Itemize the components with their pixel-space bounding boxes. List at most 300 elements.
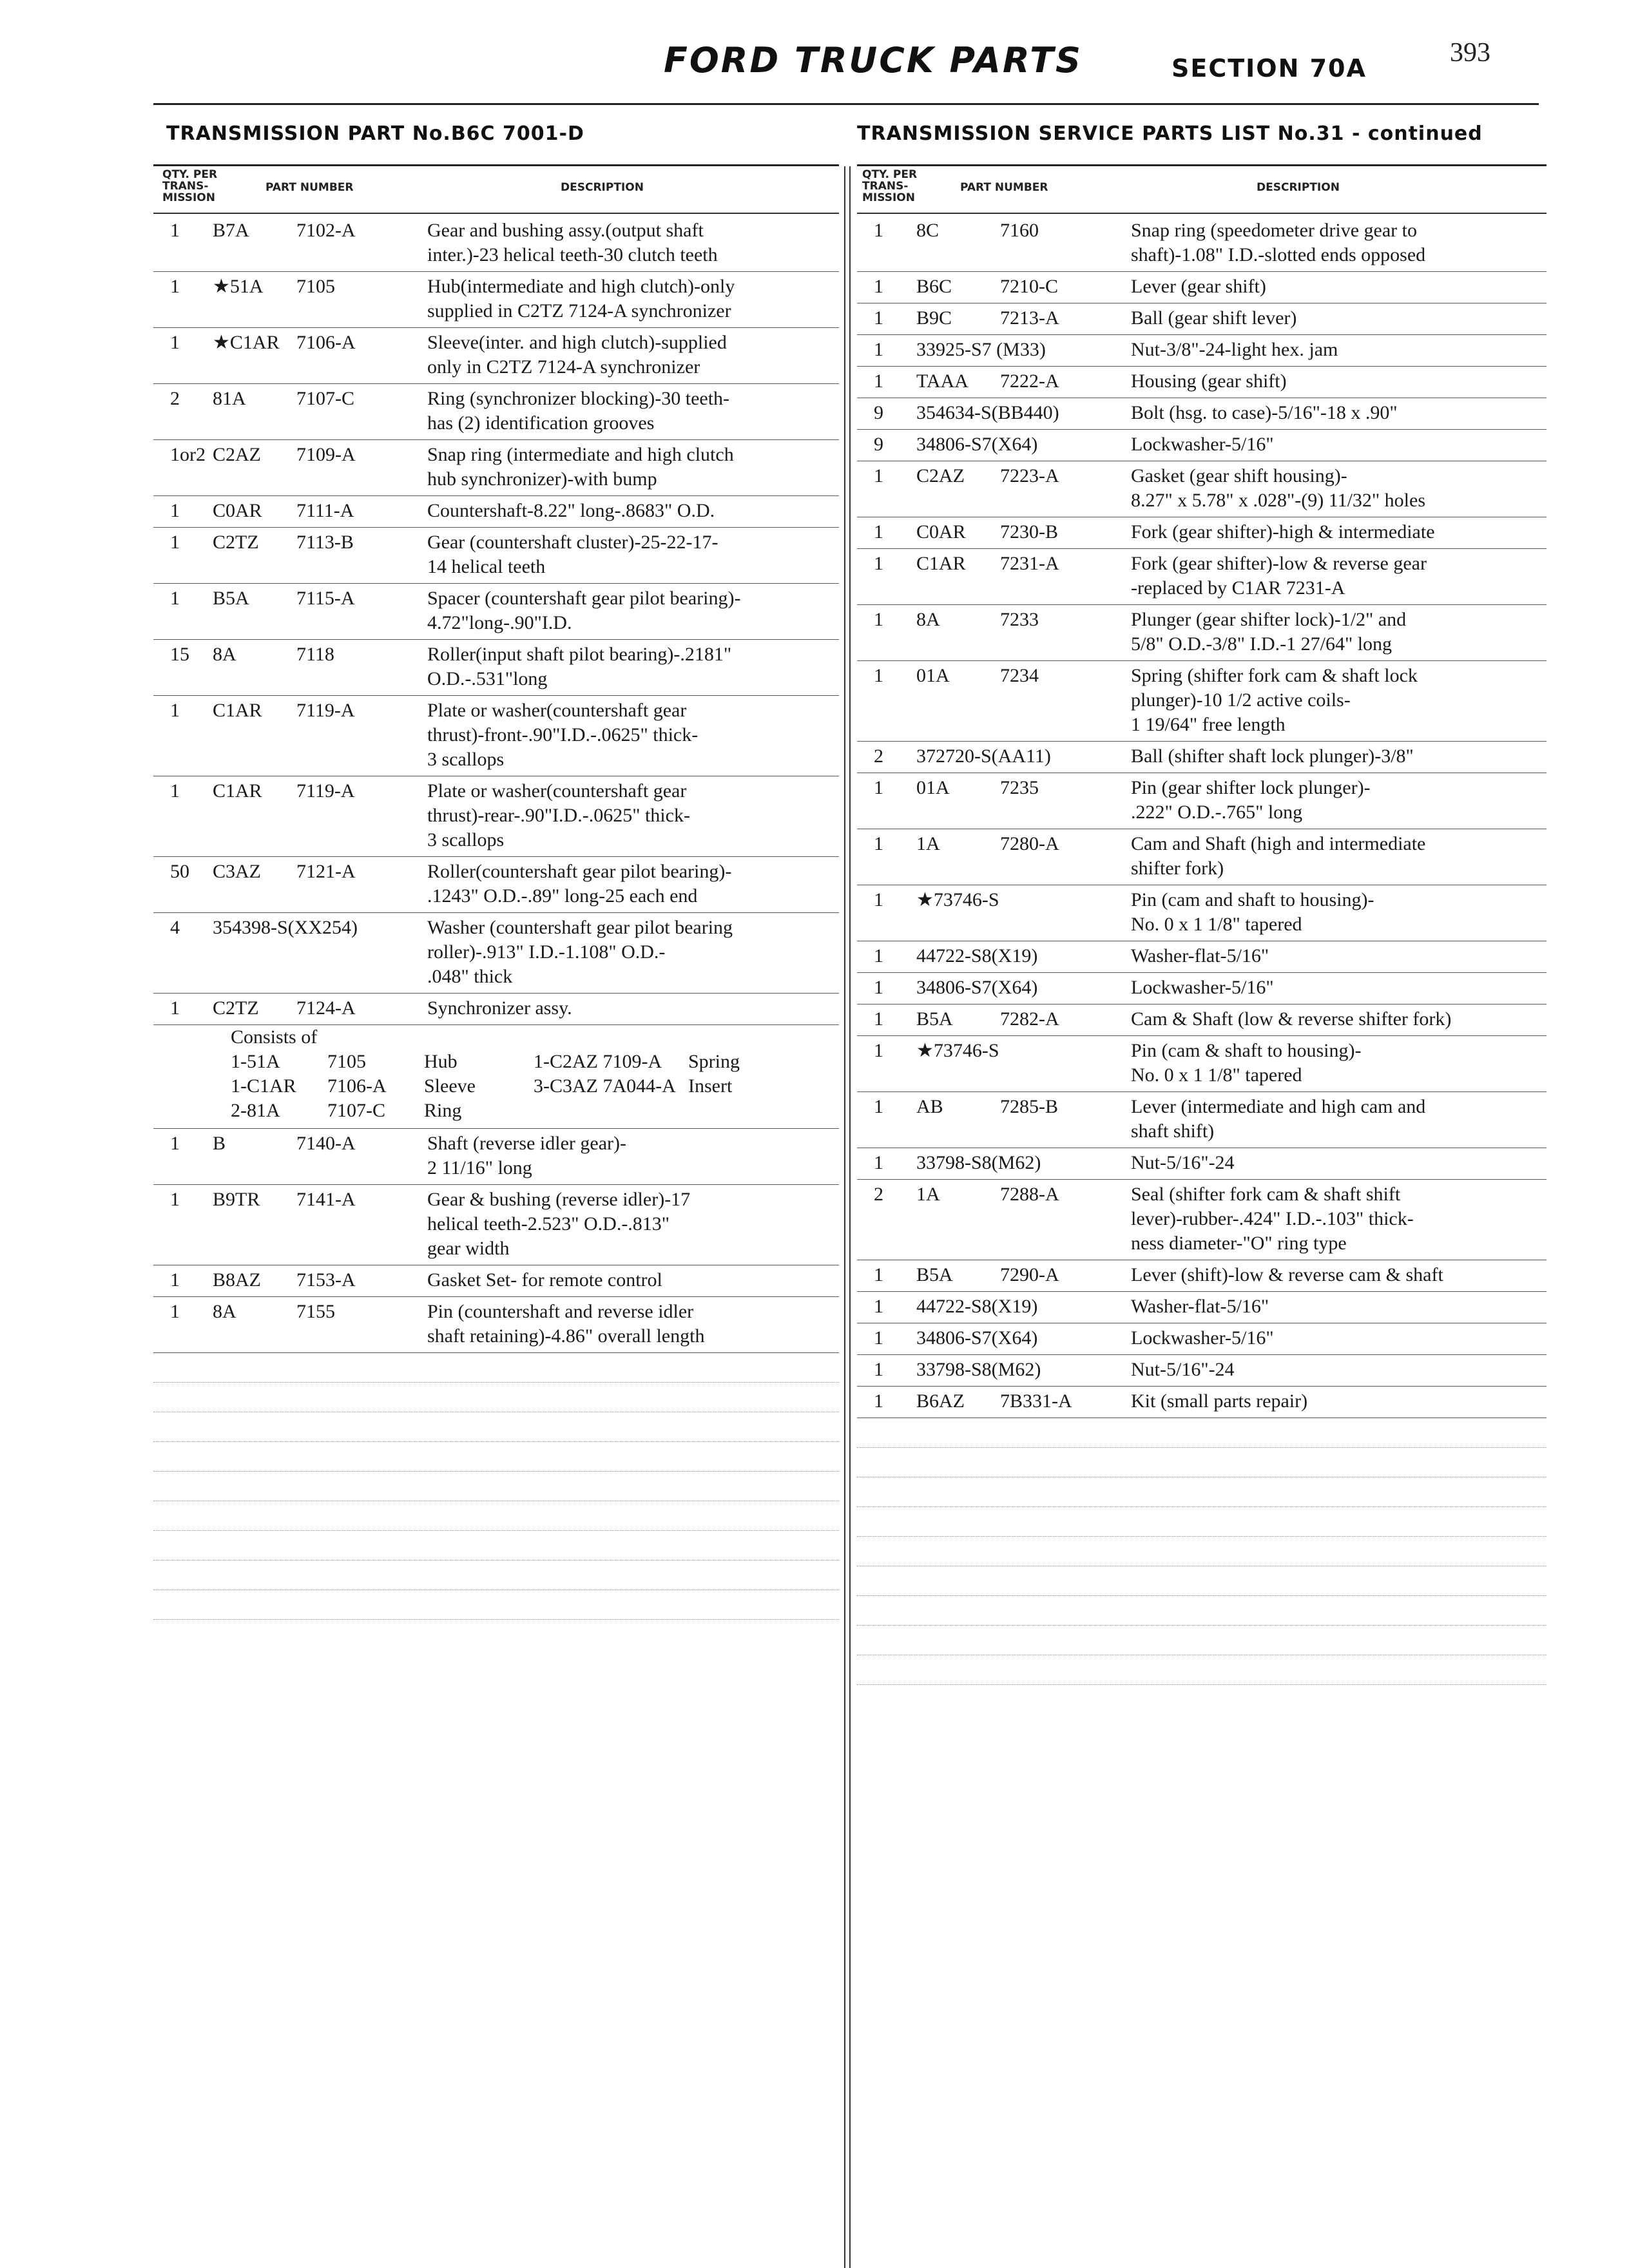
qty-cell: 1 (170, 1269, 180, 1291)
description-cell (427, 916, 839, 989)
section-label: SECTION 70A (1171, 54, 1367, 82)
blank-ruled-line (153, 1442, 839, 1472)
part-prefix-cell: C1AR (916, 553, 966, 574)
consists-cell: 3-C3AZ 7A044-A (534, 1075, 676, 1097)
qty-cell: 1 (874, 833, 883, 854)
description-line: Shaft (reverse idler gear)- (427, 1133, 626, 1154)
qty-cell: 1 (874, 553, 883, 574)
description-line: Lockwasher-5/16" (1131, 1327, 1274, 1349)
part-number-cell: 7102-A (296, 220, 356, 241)
part-prefix-cell: 8C (916, 220, 940, 241)
part-prefix-cell: C0AR (213, 500, 262, 521)
part-number-cell: 7160 (1000, 220, 1039, 241)
description-line: Pin (countershaft and reverse idler (427, 1301, 694, 1322)
table-row (153, 857, 839, 913)
description-line: Gasket Set- for remote control (427, 1269, 662, 1291)
qty-cell: 1 (170, 500, 180, 521)
qty-cell: 1 (170, 332, 180, 353)
table-row (153, 328, 839, 384)
description-line: Washer-flat-5/16" (1131, 1296, 1269, 1317)
part-prefix-cell: 1A (916, 833, 940, 854)
description-line: Snap ring (intermediate and high clutch (427, 444, 734, 465)
qty-cell: 1 (170, 1301, 180, 1322)
part-number-cell: 7121-A (296, 861, 356, 882)
table-row (857, 367, 1547, 398)
part-number-cell: 7231-A (1000, 553, 1059, 574)
description-line: ness diameter-"O" ring type (1131, 1233, 1347, 1254)
description-line: Spacer (countershaft gear pilot bearing)- (427, 588, 741, 609)
qty-cell: 1 (874, 1296, 883, 1317)
description-line: Cam and Shaft (high and intermediate (1131, 833, 1426, 854)
consists-cell: 2-81A (231, 1100, 280, 1121)
consists-cell: 7105 (327, 1051, 366, 1072)
part-number-cell: 7107-C (296, 388, 354, 409)
description-line: Pin (cam and shaft to housing)- (1131, 889, 1374, 910)
part-number-cell: ★73746-S (916, 889, 999, 910)
description-line: No. 0 x 1 1/8" tapered (1131, 914, 1302, 935)
consists-cell: 7106-A (327, 1075, 387, 1097)
description-cell (1131, 1151, 1547, 1175)
part-number-cell: 7223-A (1000, 465, 1059, 486)
table-row (857, 461, 1547, 517)
description-line: Hub(intermediate and high clutch)-only (427, 276, 735, 297)
description-line: 14 helical teeth (427, 556, 546, 577)
description-line: thrust)-front-.90"I.D.-.0625" thick- (427, 724, 699, 745)
qty-cell: 1 (874, 889, 883, 910)
part-prefix-cell: C1AR (213, 780, 262, 802)
qty-cell: 15 (170, 644, 189, 665)
right-col-qty-header: QTY. PER TRANS- MISSION (862, 168, 918, 204)
description-line: helical teeth-2.523" O.D.-.813" (427, 1213, 670, 1235)
blank-ruled-line (857, 1566, 1547, 1596)
description-cell (1131, 975, 1547, 1000)
table-row (857, 1260, 1547, 1292)
part-number-cell: 7124-A (296, 997, 356, 1019)
description-line: Nut-5/16"-24 (1131, 1152, 1235, 1173)
description-cell (1131, 464, 1547, 513)
description-line: Bolt (hsg. to case)-5/16"-18 x .90" (1131, 402, 1398, 423)
table-row (857, 605, 1547, 661)
part-prefix-cell: C1AR (213, 700, 262, 721)
table-row (857, 549, 1547, 605)
left-table-title: TRANSMISSION PART No.B6C 7001-D (166, 122, 584, 145)
qty-cell: 50 (170, 861, 189, 882)
description-line: Nut-5/16"-24 (1131, 1359, 1235, 1380)
table-row (153, 496, 839, 528)
right-col-desc-header: DESCRIPTION (1257, 181, 1340, 194)
description-line: supplied in C2TZ 7124-A synchronizer (427, 300, 731, 322)
description-line: shaft retaining)-4.86" overall length (427, 1325, 705, 1347)
description-line: Countershaft-8.22" long-.8683" O.D. (427, 500, 715, 521)
description-line: shifter fork) (1131, 858, 1224, 879)
part-prefix-cell: ★51A (213, 276, 264, 297)
blank-ruled-line (153, 1501, 839, 1531)
description-cell (427, 218, 839, 267)
description-line: Housing (gear shift) (1131, 370, 1287, 392)
qty-cell: 1 (874, 370, 883, 392)
page-number: 393 (1450, 38, 1490, 68)
description-cell (1131, 218, 1547, 267)
consists-cell: 1-51A (231, 1051, 280, 1072)
description-cell (427, 387, 839, 436)
part-number-cell: 34806-S7(X64) (916, 977, 1038, 998)
table-row (857, 303, 1547, 335)
qty-cell: 1or2 (170, 444, 206, 465)
part-prefix-cell: TAAA (916, 370, 969, 392)
table-row (857, 973, 1547, 1004)
description-line: Snap ring (speedometer drive gear to (1131, 220, 1418, 241)
description-line: has (2) identification grooves (427, 412, 655, 434)
table-row (153, 440, 839, 496)
description-line: Lever (intermediate and high cam and (1131, 1096, 1426, 1117)
consists-cell: Hub (424, 1051, 458, 1072)
left-col-qty-header: QTY. PER TRANS- MISSION (162, 168, 218, 204)
qty-cell: 1 (874, 220, 883, 241)
part-number-cell: 7113-B (296, 532, 354, 553)
qty-cell: 1 (874, 665, 883, 686)
part-number-cell: 33798-S8(M62) (916, 1152, 1041, 1173)
description-cell (427, 698, 839, 772)
qty-cell: 1 (170, 780, 180, 802)
description-cell (1131, 1263, 1547, 1287)
qty-cell: 9 (874, 434, 883, 455)
description-line: Pin (gear shifter lock plunger)- (1131, 777, 1371, 798)
consists-cell: Sleeve (424, 1075, 476, 1097)
part-number-cell: 7290-A (1000, 1264, 1059, 1285)
description-cell (1131, 944, 1547, 968)
consists-of-block (153, 1025, 839, 1129)
part-prefix-cell: 1A (916, 1184, 940, 1205)
description-line: -replaced by C1AR 7231-A (1131, 577, 1345, 599)
table-row (857, 335, 1547, 367)
part-prefix-cell: ★C1AR (213, 332, 280, 353)
description-line: plunger)-10 1/2 active coils- (1131, 689, 1351, 711)
table-row (857, 773, 1547, 829)
description-line: Nut-3/8"-24-light hex. jam (1131, 339, 1338, 360)
consists-cell: Spring (688, 1051, 740, 1072)
table-row (153, 1297, 839, 1353)
description-line: Roller(countershaft gear pilot bearing)- (427, 861, 732, 882)
blank-ruled-line (153, 1412, 839, 1442)
part-number-cell: 7140-A (296, 1133, 356, 1154)
description-cell (427, 443, 839, 492)
part-prefix-cell: B6AZ (916, 1390, 965, 1412)
description-cell (1131, 888, 1547, 937)
blank-ruled-line (857, 1655, 1547, 1685)
blank-ruled-line (857, 1507, 1547, 1537)
part-number-cell: 354634-S(BB440) (916, 402, 1059, 423)
part-number-cell: 7119-A (296, 780, 355, 802)
description-cell (1131, 1095, 1547, 1144)
part-prefix-cell: B9TR (213, 1189, 260, 1210)
part-number-cell: 44722-S8(X19) (916, 945, 1038, 966)
description-cell (1131, 832, 1547, 881)
description-cell (1131, 744, 1547, 769)
table-row (153, 1265, 839, 1297)
table-row (857, 1092, 1547, 1148)
qty-cell: 1 (874, 1390, 883, 1412)
description-line: roller)-.913" I.D.-1.108" O.D.- (427, 941, 666, 963)
qty-cell: 1 (874, 977, 883, 998)
description-cell (1131, 1182, 1547, 1256)
description-line: 3 scallops (427, 749, 505, 770)
qty-cell: 1 (874, 276, 883, 297)
table-row (153, 1185, 839, 1265)
description-line: gear width (427, 1238, 510, 1259)
description-cell (1131, 1007, 1547, 1032)
blank-ruled-line (153, 1383, 839, 1412)
description-line: Gear and bushing assy.(output shaft (427, 220, 704, 241)
part-number-cell: 7280-A (1000, 833, 1059, 854)
part-prefix-cell: 81A (213, 388, 246, 409)
description-line: Lever (gear shift) (1131, 276, 1266, 297)
table-row (153, 640, 839, 696)
description-line: 4.72"long-.90"I.D. (427, 612, 572, 633)
right-parts-list (857, 216, 1547, 1685)
description-cell (1131, 664, 1547, 737)
column-divider (849, 166, 851, 2268)
qty-cell: 1 (170, 220, 180, 241)
qty-cell: 2 (170, 388, 180, 409)
description-cell (1131, 401, 1547, 425)
table-row (857, 216, 1547, 272)
description-line: Gear (countershaft cluster)-25-22-17- (427, 532, 718, 553)
description-line: Seal (shifter fork cam & shaft shift (1131, 1184, 1401, 1205)
consists-cell: 1-C2AZ 7109-A (534, 1051, 662, 1072)
description-cell (1131, 432, 1547, 457)
part-number-cell: 7233 (1000, 609, 1039, 630)
part-number-cell: 7105 (296, 276, 335, 297)
qty-cell: 1 (874, 307, 883, 329)
table-row (857, 1148, 1547, 1180)
part-prefix-cell: B8AZ (213, 1269, 261, 1291)
part-number-cell: 7288-A (1000, 1184, 1059, 1205)
table-row (857, 885, 1547, 941)
qty-cell: 1 (170, 532, 180, 553)
part-prefix-cell: B5A (213, 588, 249, 609)
description-cell (427, 586, 839, 635)
blank-ruled-line (857, 1596, 1547, 1626)
qty-cell: 1 (170, 1189, 180, 1210)
left-col-part-header: PART NUMBER (265, 181, 354, 194)
table-row (857, 661, 1547, 742)
qty-cell: 1 (170, 276, 180, 297)
blank-ruled-line (153, 1561, 839, 1590)
description-line: Plunger (gear shifter lock)-1/2" and (1131, 609, 1407, 630)
part-prefix-cell: B (213, 1133, 226, 1154)
description-line: hub synchronizer)-with bump (427, 468, 657, 490)
consists-cell (534, 1099, 688, 1123)
part-number-cell: 7118 (296, 644, 334, 665)
description-cell (1131, 608, 1547, 657)
table-row (153, 776, 839, 857)
part-prefix-cell: 01A (916, 665, 950, 686)
description-cell (1131, 274, 1547, 299)
blank-ruled-line (153, 1472, 839, 1501)
qty-cell: 1 (170, 588, 180, 609)
table-row (857, 517, 1547, 549)
qty-cell: 1 (874, 1327, 883, 1349)
description-cell (427, 642, 839, 691)
column-divider (844, 166, 845, 2268)
description-line: 3 scallops (427, 829, 505, 850)
right-col-part-header: PART NUMBER (960, 181, 1048, 194)
description-line: Gear & bushing (reverse idler)-17 (427, 1189, 691, 1210)
description-line: Lever (shift)-low & reverse cam & shaft (1131, 1264, 1443, 1285)
consists-cell: 1-C1AR (231, 1075, 296, 1097)
description-line: .1243" O.D.-.89" long-25 each end (427, 885, 698, 907)
part-number-cell: 7155 (296, 1301, 335, 1322)
qty-cell: 1 (874, 1096, 883, 1117)
table-row (857, 398, 1547, 430)
qty-cell: 1 (874, 1264, 883, 1285)
table-row (153, 913, 839, 994)
left-title-rule (153, 164, 839, 166)
description-cell (1131, 306, 1547, 331)
table-row (153, 584, 839, 640)
part-prefix-cell: 8A (213, 644, 236, 665)
description-line: Kit (small parts repair) (1131, 1390, 1308, 1412)
description-line: Spring (shifter fork cam & shaft lock (1131, 665, 1418, 686)
right-header-rule (857, 213, 1547, 214)
table-row (857, 941, 1547, 973)
description-cell (1131, 1358, 1547, 1382)
left-col-desc-header: DESCRIPTION (561, 181, 644, 194)
left-header-rule (153, 213, 839, 214)
description-line: Lockwasher-5/16" (1131, 977, 1274, 998)
part-number-cell: 44722-S8(X19) (916, 1296, 1038, 1317)
part-number-cell: 7119-A (296, 700, 355, 721)
description-line: Lockwasher-5/16" (1131, 434, 1274, 455)
table-row (153, 528, 839, 584)
right-table-title: TRANSMISSION SERVICE PARTS LIST No.31 - continued (857, 122, 1483, 145)
left-parts-list (153, 216, 839, 1620)
description-line: Synchronizer assy. (427, 997, 572, 1019)
table-row (857, 1323, 1547, 1355)
qty-cell: 1 (874, 609, 883, 630)
description-cell (427, 1268, 839, 1293)
table-row (153, 272, 839, 328)
part-number-cell: 372720-S(AA11) (916, 745, 1051, 767)
consists-item (231, 1050, 839, 1074)
description-line: Gasket (gear shift housing)- (1131, 465, 1347, 486)
part-number-cell: 7282-A (1000, 1008, 1059, 1030)
qty-cell: 2 (874, 745, 883, 767)
page-title: FORD TRUCK PARTS (664, 40, 1083, 81)
part-number-cell: 7235 (1000, 777, 1039, 798)
table-row (153, 1129, 839, 1185)
part-prefix-cell: AB (916, 1096, 943, 1117)
consists-item (231, 1099, 839, 1123)
part-number-cell: 7222-A (1000, 370, 1059, 392)
part-prefix-cell: C2AZ (213, 444, 261, 465)
part-prefix-cell: B9C (916, 307, 952, 329)
consists-cell (688, 1099, 785, 1123)
description-line: No. 0 x 1 1/8" tapered (1131, 1064, 1302, 1086)
description-cell (427, 1187, 839, 1261)
part-prefix-cell: B5A (916, 1008, 953, 1030)
table-row (153, 384, 839, 440)
part-prefix-cell: C2TZ (213, 997, 259, 1019)
description-line: Sleeve(inter. and high clutch)-supplied (427, 332, 727, 353)
consists-cell: Ring (424, 1100, 462, 1121)
description-line: inter.)-23 helical teeth-30 clutch teeth (427, 244, 718, 265)
table-row (857, 272, 1547, 303)
table-row (153, 696, 839, 776)
qty-cell: 1 (874, 945, 883, 966)
part-number-cell: 7B331-A (1000, 1390, 1072, 1412)
description-line: lever)-rubber-.424" I.D.-.103" thick- (1131, 1208, 1414, 1229)
description-cell (427, 1131, 839, 1180)
description-line: Cam & Shaft (low & reverse shifter fork) (1131, 1008, 1452, 1030)
description-line: Ring (synchronizer blocking)-30 teeth- (427, 388, 730, 409)
part-number-cell: 7109-A (296, 444, 356, 465)
description-cell (1131, 1389, 1547, 1414)
right-title-rule (857, 164, 1547, 166)
description-line: 8.27" x 5.78" x .028"-(9) 11/32" holes (1131, 490, 1426, 511)
table-row (857, 1036, 1547, 1092)
part-number-cell: 7141-A (296, 1189, 356, 1210)
description-line: Plate or washer(countershaft gear (427, 780, 687, 802)
description-cell (1131, 369, 1547, 394)
part-prefix-cell: B6C (916, 276, 952, 297)
qty-cell: 1 (874, 465, 883, 486)
part-prefix-cell: 8A (916, 609, 940, 630)
description-line: Ball (gear shift lever) (1131, 307, 1297, 329)
part-number-cell: 34806-S7(X64) (916, 434, 1038, 455)
description-line: .222" O.D.-.765" long (1131, 802, 1303, 823)
part-number-cell: 7230-B (1000, 521, 1058, 543)
qty-cell: 1 (874, 777, 883, 798)
part-number-cell: 7111-A (296, 500, 354, 521)
description-cell (427, 274, 839, 323)
blank-ruled-line (153, 1531, 839, 1561)
part-number-cell: 33925-S7 (M33) (916, 339, 1046, 360)
description-line: Washer (countershaft gear pilot bearing (427, 917, 733, 938)
description-cell (1131, 552, 1547, 601)
qty-cell: 1 (874, 521, 883, 543)
description-line: thrust)-rear-.90"I.D.-.0625" thick- (427, 805, 690, 826)
table-row (857, 1387, 1547, 1418)
description-cell (427, 779, 839, 852)
part-number-cell: 7210-C (1000, 276, 1058, 297)
qty-cell: 1 (170, 1133, 180, 1154)
table-row (857, 829, 1547, 885)
table-row (153, 216, 839, 272)
table-row (857, 742, 1547, 773)
header-rule (153, 103, 1539, 105)
part-number-cell: 33798-S8(M62) (916, 1359, 1041, 1380)
description-line: 2 11/16" long (427, 1157, 532, 1178)
blank-ruled-line (857, 1448, 1547, 1477)
description-line: shaft)-1.08" I.D.-slotted ends opposed (1131, 244, 1426, 265)
description-line: Roller(input shaft pilot bearing)-.2181" (427, 644, 732, 665)
description-line: 1 19/64" free length (1131, 714, 1286, 735)
description-cell (1131, 520, 1547, 544)
description-line: Fork (gear shifter)-low & reverse gear (1131, 553, 1427, 574)
consists-label: Consists of (231, 1026, 318, 1048)
part-number-cell: 7153-A (296, 1269, 356, 1291)
part-prefix-cell: 01A (916, 777, 950, 798)
description-cell (427, 1300, 839, 1349)
part-prefix-cell: C3AZ (213, 861, 261, 882)
part-number-cell: 34806-S7(X64) (916, 1327, 1038, 1349)
consists-cell: 7107-C (327, 1100, 385, 1121)
table-row (857, 430, 1547, 461)
qty-cell: 1 (874, 1152, 883, 1173)
qty-cell: 2 (874, 1184, 883, 1205)
part-number-cell: 7234 (1000, 665, 1039, 686)
